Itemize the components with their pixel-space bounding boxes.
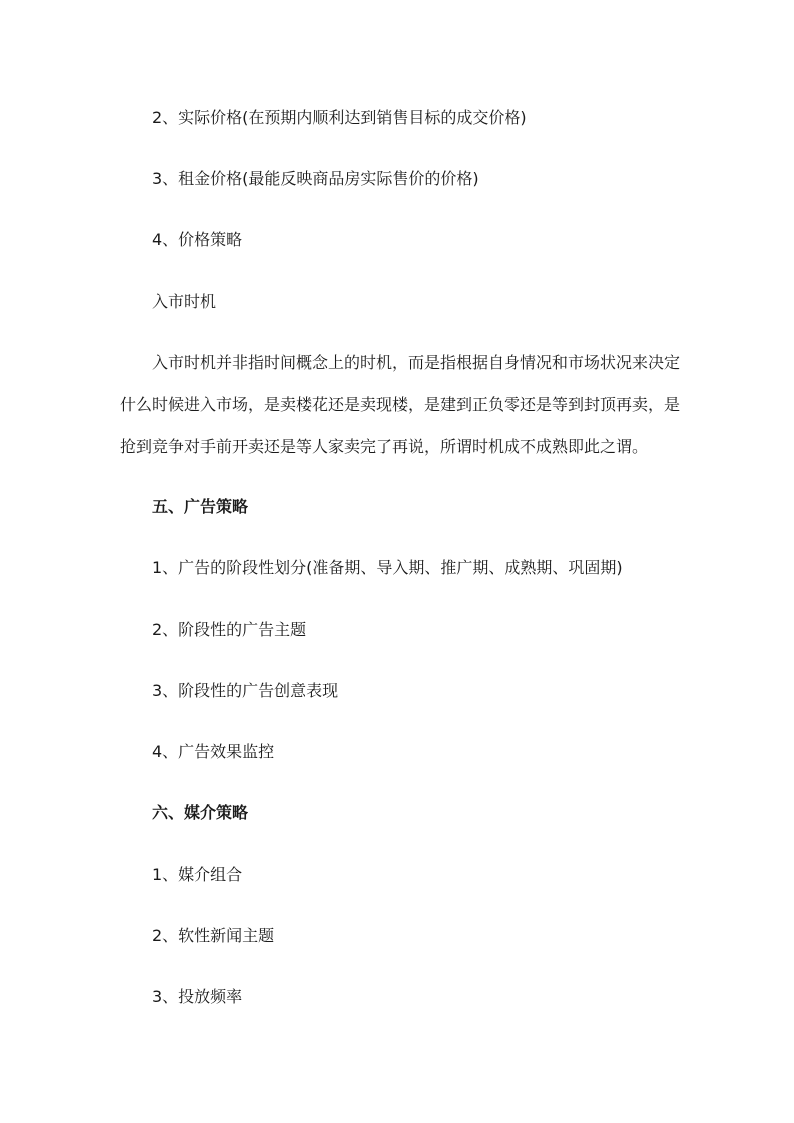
list-item: 4、广告效果监控 (152, 742, 275, 761)
list-item: 3、投放频率 (152, 987, 243, 1006)
list-item: 3、阶段性的广告创意表现 (152, 681, 339, 700)
paragraph-line: 入市时机并非指时间概念上的时机，而是指根据自身情况和市场状况来决定 (152, 353, 681, 372)
list-item: 1、广告的阶段性划分(准备期、导入期、推广期、成熟期、巩固期) (152, 558, 623, 577)
list-item-price-strategy: 4、价格策略 (152, 230, 243, 249)
list-item: 2、软性新闻主题 (152, 926, 275, 945)
section-heading-advertising-strategy: 五、广告策略 (152, 497, 249, 516)
paragraph-line: 抢到竞争对手前开卖还是等人家卖完了再说，所谓时机成不成熟即此之谓。 (120, 437, 649, 456)
list-item: 2、阶段性的广告主题 (152, 620, 307, 639)
list-item: 1、媒介组合 (152, 865, 243, 884)
list-item-rent-price: 3、租金价格(最能反映商品房实际售价的价格) (152, 169, 479, 188)
subheading-market-entry-timing: 入市时机 (152, 292, 217, 311)
section-heading-media-strategy: 六、媒介策略 (152, 803, 249, 822)
paragraph-line: 什么时候进入市场，是卖楼花还是卖现楼，是建到正负零还是等到封顶再卖，是 (120, 395, 681, 414)
list-item-actual-price: 2、实际价格(在预期内顺利达到销售目标的成交价格) (152, 108, 527, 127)
